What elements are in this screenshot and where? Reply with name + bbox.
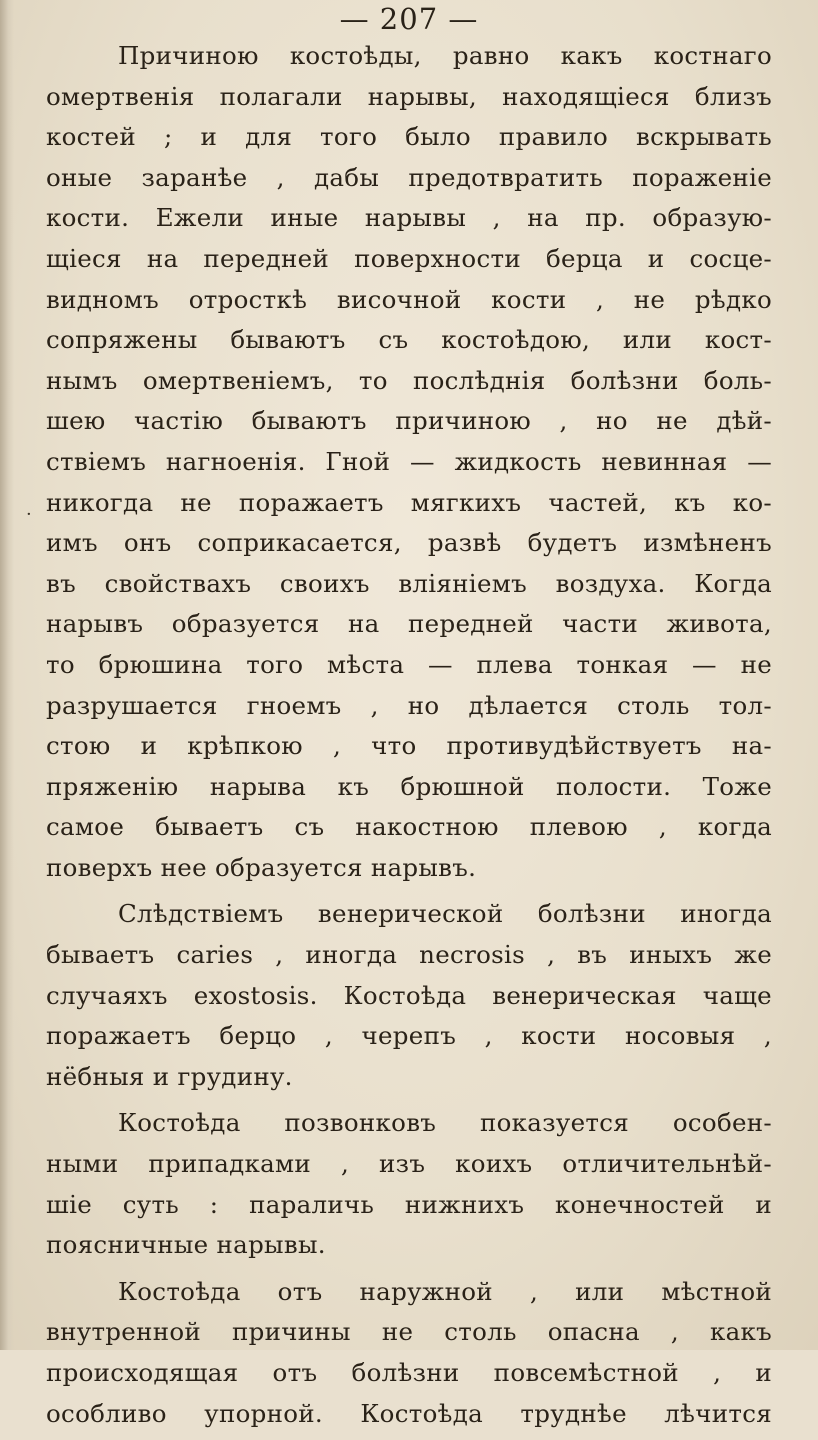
text-line: видномъ отросткѣ височной кости , не рѣдко (46, 284, 772, 314)
margin-mark: · (26, 504, 32, 525)
paragraph-3 (46, 1103, 772, 1265)
text-line: бываетъ caries , иногда necrosis , въ иныхъ же (46, 940, 772, 970)
text-line: щіеся на передней поверхности берца и сосце- (46, 243, 772, 273)
text-line: самое бываетъ съ накостною плевою , когда (46, 812, 772, 842)
paragraph-2 (46, 894, 772, 1097)
text-line: кости. Ежели иные нарывы , на пр. образую- (46, 203, 772, 233)
text-line: поражаетъ берцо , черепъ , кости носовыя , (46, 1021, 772, 1051)
text-line: Костоѣда позвонковъ показуется особен- (118, 1108, 772, 1138)
text-line: ствіемъ нагноенія. Гной — жидкость невинная — (46, 446, 772, 476)
text-line: Костоѣда отъ наружной , или мѣстной (118, 1276, 772, 1306)
text-line: шею частію бываютъ причиною , но не дѣй- (46, 406, 772, 436)
paragraph-4 (46, 1272, 772, 1434)
body-text (46, 36, 772, 1440)
text-line: никогда не поражаетъ мягкихъ частей, къ ко- (46, 487, 772, 517)
text-line: поясничные нарывы. (46, 1230, 326, 1260)
text-line: Причиною костоѣды, равно какъ костнаго (118, 41, 772, 70)
text-line: шіе суть : параличь нижнихъ конечностей и (46, 1189, 772, 1219)
text-line: нёбныя и грудину. (46, 1061, 293, 1091)
text-line: нымъ омертвеніемъ, то послѣднія болѣзни боль- (46, 365, 772, 395)
text-line: ными припадками , изъ коихъ отличительнѣй- (46, 1149, 772, 1179)
text-line: особливо упорной. Костоѣда труднѣе лѣчится (46, 1398, 772, 1428)
text-line: Слѣдствіемъ венерической болѣзни иногда (118, 899, 772, 929)
text-line: то брюшина того мѣста — плева тонкая — не (46, 649, 772, 679)
text-line: происходящая отъ болѣзни повсемѣстной , и (46, 1358, 772, 1387)
text-line: внутренной причины не столь опасна , какъ (46, 1317, 772, 1347)
page-number: — 207 — (339, 2, 479, 36)
text-line: сопряжены бываютъ съ костоѣдою, или кост- (46, 325, 772, 355)
text-line: поверхъ нее образуется нарывъ. (46, 852, 477, 882)
text-line: омертвенія полагали нарывы, находящіеся близъ (46, 81, 772, 111)
text-line: имъ онъ соприкасается, развѣ будетъ измѣненъ (46, 528, 772, 558)
page-gutter-shadow (0, 0, 14, 1350)
text-line: стою и крѣпкою , что противудѣйствуетъ на- (46, 731, 772, 761)
text-line: разрушается гноемъ , но дѣлается столь тол- (46, 690, 772, 720)
text-line: въ свойствахъ своихъ вліяніемъ воздуха. Когда (46, 568, 772, 598)
text-line: случаяхъ exostosis. Костоѣда венерическая чаще (46, 980, 772, 1010)
text-line: пряженію нарыва къ брюшной полости. Тоже (46, 771, 772, 801)
text-line: нарывъ образуется на передней части живота, (46, 609, 772, 639)
text-line: костей ; и для того было правило вскрывать (46, 122, 772, 152)
text-line: оные заранѣе , дабы предотвратить пораженіе (46, 162, 772, 192)
paragraph-1 (46, 36, 772, 888)
